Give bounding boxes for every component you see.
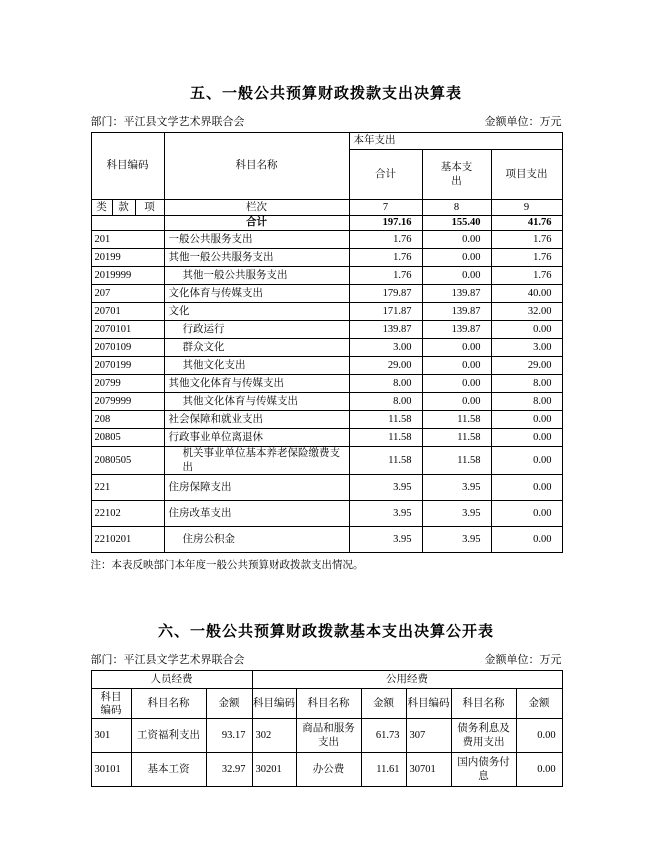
subject-name-cell: 商品和服务支出 bbox=[296, 719, 361, 753]
subject-code-cell: 20701 bbox=[91, 303, 164, 321]
amount-cell: 139.87 bbox=[422, 285, 491, 303]
subject-code-cell: 301 bbox=[91, 719, 131, 753]
table5-meta bbox=[91, 115, 562, 129]
total-amount-cell: 197.16 bbox=[349, 216, 422, 231]
amount-cell: 11.58 bbox=[422, 447, 491, 475]
amount-cell: 0.00 bbox=[491, 429, 562, 447]
amount-cell: 61.73 bbox=[361, 719, 406, 753]
amount-cell: 0.00 bbox=[516, 753, 562, 787]
amount-cell: 3.00 bbox=[349, 339, 422, 357]
amount-cell: 3.95 bbox=[422, 501, 491, 527]
table5-row bbox=[91, 429, 562, 447]
table5-row bbox=[91, 231, 562, 249]
header-col-9: 9 bbox=[491, 200, 562, 216]
amount-cell: 11.58 bbox=[349, 429, 422, 447]
header-lanci: 栏次 bbox=[164, 200, 349, 216]
amount-cell: 1.76 bbox=[491, 267, 562, 285]
header-amount-3: 金额 bbox=[516, 689, 562, 719]
subject-code-cell: 207 bbox=[91, 285, 164, 303]
subject-code-cell: 22102 bbox=[91, 501, 164, 527]
amount-cell: 0.00 bbox=[491, 411, 562, 429]
subject-name-cell: 社会保障和就业支出 bbox=[164, 411, 349, 429]
subject-name-cell: 群众文化 bbox=[164, 339, 349, 357]
subject-name-cell: 住房改革支出 bbox=[164, 501, 349, 527]
header-amount-2: 金额 bbox=[361, 689, 406, 719]
expenditure-table bbox=[91, 132, 563, 553]
subject-code-cell: 2079999 bbox=[91, 393, 164, 411]
amount-cell: 11.58 bbox=[422, 411, 491, 429]
header-col-8: 8 bbox=[422, 200, 491, 216]
subject-name-cell: 文化体育与传媒支出 bbox=[164, 285, 349, 303]
subject-code-cell: 30201 bbox=[252, 753, 296, 787]
amount-cell: 1.76 bbox=[349, 231, 422, 249]
amount-cell: 3.00 bbox=[491, 339, 562, 357]
header-section-col: 款 bbox=[112, 200, 135, 216]
table5-row bbox=[91, 357, 562, 375]
amount-cell: 3.95 bbox=[422, 527, 491, 553]
amount-cell: 3.95 bbox=[349, 501, 422, 527]
amount-cell: 1.76 bbox=[491, 231, 562, 249]
table5-row bbox=[91, 303, 562, 321]
table5-row bbox=[91, 393, 562, 411]
table5-row bbox=[91, 339, 562, 357]
table6-row bbox=[91, 719, 562, 753]
subject-name-cell: 机关事业单位基本养老保险缴费支出 bbox=[164, 447, 349, 475]
table6-title: 六、一般公共预算财政拨款基本支出决算公开表 bbox=[157, 624, 494, 641]
amount-cell: 0.00 bbox=[422, 393, 491, 411]
subject-name-cell: 住房保障支出 bbox=[164, 475, 349, 501]
table5-row bbox=[91, 527, 562, 553]
header-code-1: 科目编码 bbox=[91, 689, 131, 719]
table5-total-row bbox=[91, 216, 562, 231]
subject-code-cell: 2070101 bbox=[91, 321, 164, 339]
amount-cell: 0.00 bbox=[422, 231, 491, 249]
subject-name-cell: 其他文化体育与传媒支出 bbox=[164, 393, 349, 411]
table5-note: 注：本表反映部门本年度一般公共预算财政拨款支出情况。 bbox=[90, 560, 364, 572]
amount-cell: 179.87 bbox=[349, 285, 422, 303]
table6-row bbox=[91, 753, 562, 787]
header-name-2: 科目名称 bbox=[296, 689, 361, 719]
amount-cell: 8.00 bbox=[349, 393, 422, 411]
amount-cell: 0.00 bbox=[491, 527, 562, 553]
header-code-3: 科目编码 bbox=[406, 689, 451, 719]
subject-code-cell: 201 bbox=[91, 231, 164, 249]
amount-cell: 0.00 bbox=[422, 249, 491, 267]
subject-code-cell: 20199 bbox=[91, 249, 164, 267]
amount-cell: 171.87 bbox=[349, 303, 422, 321]
header-subject-code: 科目编码 bbox=[91, 133, 164, 200]
table5-row bbox=[91, 475, 562, 501]
subject-code-cell: 2210201 bbox=[91, 527, 164, 553]
amount-cell: 11.58 bbox=[349, 411, 422, 429]
subject-code-cell: 307 bbox=[406, 719, 451, 753]
header-item-col: 项 bbox=[135, 200, 164, 216]
subject-name-cell: 行政运行 bbox=[164, 321, 349, 339]
subject-code-cell: 302 bbox=[252, 719, 296, 753]
header-amount-1: 金额 bbox=[206, 689, 252, 719]
table5-row bbox=[91, 249, 562, 267]
amount-cell: 0.00 bbox=[422, 339, 491, 357]
subject-name-cell: 工资福利支出 bbox=[131, 719, 206, 753]
amount-cell: 11.61 bbox=[361, 753, 406, 787]
table5-row bbox=[91, 285, 562, 303]
amount-cell: 0.00 bbox=[491, 321, 562, 339]
table6-meta bbox=[91, 653, 562, 667]
total-label-cell: 合计 bbox=[164, 216, 349, 231]
amount-cell: 139.87 bbox=[422, 321, 491, 339]
subject-code-cell: 2070109 bbox=[91, 339, 164, 357]
header-personnel-funds: 人员经费 bbox=[91, 671, 252, 689]
table5-row bbox=[91, 267, 562, 285]
table5-row bbox=[91, 375, 562, 393]
amount-cell: 29.00 bbox=[349, 357, 422, 375]
amount-cell: 1.76 bbox=[349, 249, 422, 267]
header-class-col: 类 bbox=[91, 200, 112, 216]
amount-cell: 3.95 bbox=[349, 527, 422, 553]
header-current-year: 本年支出 bbox=[349, 133, 562, 150]
subject-code-cell: 2080505 bbox=[91, 447, 164, 475]
header-name-3: 科目名称 bbox=[451, 689, 516, 719]
subject-name-cell: 其他文化体育与传媒支出 bbox=[164, 375, 349, 393]
subject-name-cell: 国内债务付息 bbox=[451, 753, 516, 787]
amount-cell: 11.58 bbox=[349, 447, 422, 475]
basic-expenditure-table bbox=[91, 670, 563, 787]
header-project: 项目支出 bbox=[491, 150, 562, 200]
subject-name-cell: 行政事业单位离退休 bbox=[164, 429, 349, 447]
amount-cell: 0.00 bbox=[491, 501, 562, 527]
amount-cell: 139.87 bbox=[422, 303, 491, 321]
subject-name-cell: 一般公共服务支出 bbox=[164, 231, 349, 249]
total-amount-cell: 41.76 bbox=[491, 216, 562, 231]
amount-cell: 29.00 bbox=[491, 357, 562, 375]
amount-cell: 0.00 bbox=[516, 719, 562, 753]
subject-code-cell: 30101 bbox=[91, 753, 131, 787]
amount-cell: 0.00 bbox=[422, 267, 491, 285]
subject-code-cell: 2070199 bbox=[91, 357, 164, 375]
subject-name-cell: 其他一般公共服务支出 bbox=[164, 267, 349, 285]
table6-body bbox=[91, 719, 562, 787]
amount-cell: 3.95 bbox=[422, 475, 491, 501]
amount-cell: 32.97 bbox=[206, 753, 252, 787]
total-amount-cell: 155.40 bbox=[422, 216, 491, 231]
subject-name-cell: 办公费 bbox=[296, 753, 361, 787]
subject-name-cell: 其他一般公共服务支出 bbox=[164, 249, 349, 267]
amount-cell: 8.00 bbox=[491, 393, 562, 411]
subject-code-cell: 20799 bbox=[91, 375, 164, 393]
document-page bbox=[91, 0, 562, 787]
subject-code-cell: 20805 bbox=[91, 429, 164, 447]
table5-row bbox=[91, 447, 562, 475]
header-col-7: 7 bbox=[349, 200, 422, 216]
subject-name-cell: 基本工资 bbox=[131, 753, 206, 787]
subject-code-cell: 2019999 bbox=[91, 267, 164, 285]
subject-code-cell: 208 bbox=[91, 411, 164, 429]
amount-cell: 8.00 bbox=[491, 375, 562, 393]
header-total: 合计 bbox=[349, 150, 422, 200]
amount-cell: 0.00 bbox=[422, 357, 491, 375]
table6-unit: 金额单位：万元 bbox=[484, 654, 562, 667]
header-basic: 基本支出 bbox=[422, 150, 491, 200]
amount-cell: 0.00 bbox=[491, 475, 562, 501]
amount-cell: 0.00 bbox=[422, 375, 491, 393]
table5-department: 部门：平江县文学艺术界联合会 bbox=[90, 116, 245, 128]
amount-cell: 0.00 bbox=[491, 447, 562, 475]
subject-name-cell: 住房公积金 bbox=[164, 527, 349, 553]
table5-row bbox=[91, 321, 562, 339]
subject-name-cell: 债务利息及费用支出 bbox=[451, 719, 516, 753]
amount-cell: 11.58 bbox=[422, 429, 491, 447]
amount-cell: 3.95 bbox=[349, 475, 422, 501]
subject-code-cell: 30701 bbox=[406, 753, 451, 787]
table6-department: 部门：平江县文学艺术界联合会 bbox=[90, 654, 245, 667]
header-code-2: 科目编码 bbox=[252, 689, 296, 719]
subject-name-cell: 文化 bbox=[164, 303, 349, 321]
amount-cell: 8.00 bbox=[349, 375, 422, 393]
table5-row bbox=[91, 411, 562, 429]
table5-unit: 金额单位：万元 bbox=[484, 116, 562, 128]
amount-cell: 93.17 bbox=[206, 719, 252, 753]
amount-cell: 32.00 bbox=[491, 303, 562, 321]
header-public-funds: 公用经费 bbox=[252, 671, 562, 689]
header-subject-name: 科目名称 bbox=[164, 133, 349, 200]
table5-row bbox=[91, 501, 562, 527]
total-code-cell bbox=[91, 216, 164, 231]
subject-name-cell: 其他文化支出 bbox=[164, 357, 349, 375]
amount-cell: 1.76 bbox=[349, 267, 422, 285]
subject-code-cell: 221 bbox=[91, 475, 164, 501]
table5-title: 五、一般公共预算财政拨款支出决算表 bbox=[189, 86, 462, 102]
table5-body bbox=[91, 216, 562, 553]
amount-cell: 139.87 bbox=[349, 321, 422, 339]
header-name-1: 科目名称 bbox=[131, 689, 206, 719]
amount-cell: 40.00 bbox=[491, 285, 562, 303]
amount-cell: 1.76 bbox=[491, 249, 562, 267]
